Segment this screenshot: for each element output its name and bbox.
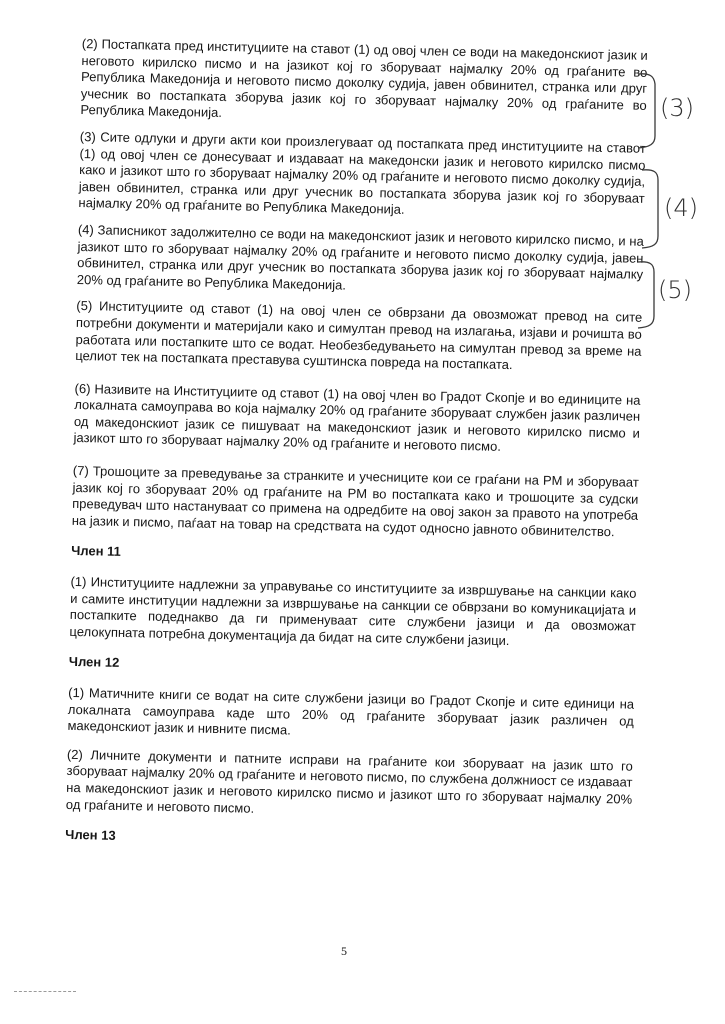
paragraph-10-3: (3) Сите одлуки и други акти кои произлегуваат од постапката пред институциите на ставот (1) од овој член се донесуваат и издаваат на македонски јазик и неговото кирилско писмо како и јазикот што го зборуваат најмалку 20% од граѓаните и неговото писмо доколку судија, јавен обвинител, странка или друг учесник во постапката зборува јазик кој го зборуваат најмалку 20% од граѓаните во Република Македонија. (78, 128, 646, 218)
handwritten-note-5: (5) (658, 276, 692, 304)
paragraph-12-2: (2) Личните документи и патните исправи на граѓаните кои зборуваат на јазик што го зборуваат најмалку 20% од граѓаните и неговото писмо, по службена должниост се издаваат на македонскиот јазик и неговото кирилско писмо и јазикот што го зборуваат најмалку 20% од граѓаните и неговото писмо. (65, 746, 633, 816)
paragraph-10-6: (6) Називите на Институциите од ставот (1) на овој член во Градот Скопје и во единиците на локалната самоуправа во која најмалку 20% од граѓаните зборуваат службен јазик различен од македонскиот јазик се пишуваат на македонскиот јазик и неговото кирилско писмо и јазикот што го зборуваат најмалку 20% од граѓаните и неговото писмо. (73, 380, 641, 455)
article-13-heading: Член 13 (65, 826, 116, 844)
paragraph-10-5: (5) Институциите од ставот (1) на овој член се обврзани да овозможат превод на сите потребни документи и материјали како и симултан превод на излагања, изјави и рочишта во работата или постапките што се водат. Необезбедувањето на симултан превод за време на целиот тек на постапката преставува суштинска повреда на постапката. (75, 298, 643, 373)
paragraph-10-7: (7) Трошоците за преведување за странките и учесниците кои се граѓани на РМ и зборуваат јазик кој го зборуваат 20% од граѓаните на РМ во постапката како и трошоците за судски преведувач што настануваат со примена на одредбите на овој закон за правото на употреба на јазик и писмо, паѓаат на товар на средствата на судот односно јавното обвинителство. (71, 462, 639, 540)
paragraph-10-4: (4) Записникот задолжително се води на македонскиот јазик и неговото кирилско писмо, и на јазикот што го зборуваат најмалку 20% од граѓаните и неговото писмо доколку судија, јавен обвинител, странка или друг учесник во постапката зборува јазик кој го зборуваат најмалку 20% од граѓаните во Република Македонија. (76, 221, 644, 293)
paragraph-11-1: (1) Институциите надлежни за управување со институциите за извршување на санкции како и самите институции надлежни за извршување на санкции се обврзани во комуникацијата и постапките подеднакво да ги применуваат сите службени јазици и да овозможат целокупната потребна документација да бидат на сите службени јазици. (69, 573, 637, 648)
paragraph-12-1: (1) Матичните книги се водат на сите службени јазици во Градот Скопје и сите единици на локалната самоуправа каде што 20% од граѓаните зборуваат јазик различен од македонскиот јазик и нивните писма. (67, 684, 635, 738)
scan-edge-mark (14, 991, 76, 992)
paragraph-10-2: (2) Постапката пред институциите на ставот (1) од овој член се води на македонскиот јазик и неговото кирилско писмо и на јазикот кој го зборуваат најмалку 20% од граѓаните во Република Македонија и неговото писмо доколку судија, јавен обвинител, странка или друг учесник во постапката зборува јазик кој го зборуваат најмалку 20% од граѓаните во Република Македонија. (80, 36, 648, 121)
article-12-heading: Член 12 (68, 654, 120, 671)
document-body (65, 36, 648, 855)
handwritten-note-3: (3) (660, 94, 694, 122)
handwritten-note-4: (4) (664, 194, 698, 222)
page-number: 5 (341, 944, 347, 958)
article-11-heading: Член 11 (71, 543, 122, 560)
